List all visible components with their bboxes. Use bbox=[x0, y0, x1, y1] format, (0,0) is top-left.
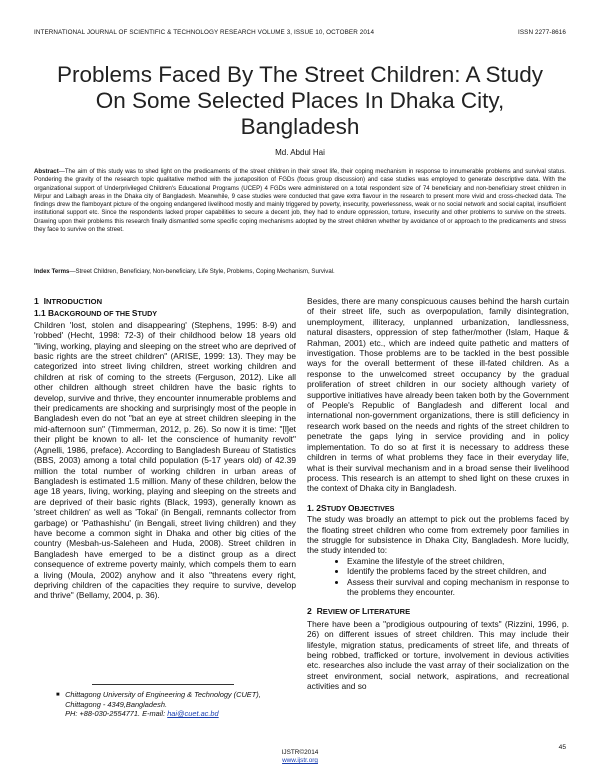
index-terms-text: —Street Children, Beneficiary, Non-beneficiary, Life Style, Problems, Coping Mechanism, Survival. bbox=[69, 268, 335, 275]
paper-title: Problems Faced By The Street Children: A Study On Some Selected Places In Dhaka City, Bangladesh bbox=[56, 62, 544, 139]
index-terms bbox=[34, 268, 566, 276]
journal-info: INTERNATIONAL JOURNAL OF SCIENTIFIC & TECHNOLOGY RESEARCH VOLUME 3, ISSUE 10, OCTOBER 2014 bbox=[34, 29, 375, 36]
abstract-text: —The aim of this study was to shed light on the predicaments of the street children in their street life, their coping mechanism in response to innumerable problems and survival status. Pondering the gravity of the research topic qualitative method with the juxtaposition of FGDs (focus group discussion) and case studies was employed to generate descriptive data. With the organizational support of Underprivileged Children's Educational Programs (UCEP) 4 FGDs were administered on a total respondent size of 74 beneficiary and non-beneficiary street children in Mirpur and Lalbagh areas in the Dhaka city of Bangladesh. Meanwhile, 9 case studies were conducted that gave extra flavour in the research to present more vivid and cross-checked data. The findings drew the flamboyant picture of the ongoing endangered livelihood mostly and mainly triggered by poverty, insecurity, powerlessness, weak or no social network and social capital, insufficient institutional support etc. Since the respondents lacked proper capabilities to secure a decent job, they had to endure oppression, torture, insecurity and other problems to survive on the streets. Drawing upon their problems this research finally dismantled some specific coping mechanisms adopted by the street children whether by avoidance of or approach to the predicaments and stress they face to survive on the street. bbox=[34, 168, 566, 234]
page-footer bbox=[0, 749, 600, 766]
objectives-intro: The study was broadly an attempt to pick out the problems faced by the floating street children who come from extremely poor families in the struggle for subsistence in Dhaka City, Bangladesh. More lucidly, the study intended to: bbox=[307, 514, 569, 556]
bullet-icon: ■ bbox=[56, 692, 60, 698]
page-number: 45 bbox=[558, 744, 566, 751]
journal-website-link[interactable]: www.ijstr.org bbox=[282, 757, 318, 765]
email-link[interactable]: hai@cuet.ac.bd bbox=[167, 709, 219, 719]
author-name: Md. Abdul Hai bbox=[275, 148, 325, 157]
affiliation-institution: Chittagong University of Engineering & Technology (CUET), Chittagong - 4349,Bangladesh. bbox=[65, 690, 261, 709]
author-affiliation bbox=[56, 690, 292, 719]
objective-item: • Examine the lifestyle of the street children, bbox=[347, 556, 569, 566]
left-column bbox=[34, 296, 296, 601]
intro-paragraph-2: Besides, there are many conspicuous causes behind the harsh curtain of their street life, such as overpopulation, family disintegration, unemployment, illiteracy, unplanned urbanization, landlessness, natural disasters, oppression of step father/mother (Islam, Haque & Rahman, 2001) etc., which are indeed quite pathetic and matters of investigation. Those problems are to be tackled in the best possible ways for the overall betterment of these ill-fated children. As a response to the unwelcomed street occupancy by the gradual proliferation of street children in our society although variety of supportive initiatives have already been taken both by the Government of People's Republic of Bangladesh and different local and international non-government organizations, there is still deficiency in research work based on the needs and rights of the street children to penetrate the gaps lying in service providing and in policy implementation. To do so at first it is necessary to address these children in terms of what problems they face in their everyday life, what is their survival mechanism and in a broad sense their livelihood process. This research is an attempt to shed light on these cruxes in the context of Dhaka city in Bangladesh. bbox=[307, 296, 569, 494]
issn: ISSN 2277-8616 bbox=[518, 29, 566, 36]
objective-item: • Assess their survival and coping mechanism in response to the problems they encounter. bbox=[347, 577, 569, 598]
abstract-label: Abstract bbox=[34, 168, 59, 175]
literature-paragraph: There have been a "prodigious outpouring of texts" (Rizzini, 1996, p. 26) on different issues of street children. This may include their lifestyle, migration status, predicaments of street life, and threats of being robbed, trafficked or torture, involvement in devious activities etc. researches also include the vast array of their socialization on the street environment, social network, aspirations, and recreational activities and so bbox=[307, 618, 569, 692]
subsection-1-1-heading: 1.1 BACKGROUND OF THE STUDY bbox=[34, 308, 158, 319]
affiliation-contact: PH: +88-030-2554771. E-mail: bbox=[65, 709, 168, 719]
objective-item: • Identify the problems faced by the street children, and bbox=[347, 566, 569, 576]
running-header bbox=[34, 29, 566, 36]
right-column bbox=[307, 296, 569, 692]
footnote-divider bbox=[92, 684, 234, 685]
intro-paragraph-1: Children 'lost, stolen and disappearing' (Stephens, 1995: 8-9) and 'robbed' (Hecht, 1998: 72-3) of their childhood below 18 years old "living, working, playing and sleeping on the street who are deprived of basic rights are the street children" (ARISE, 1999: 13). They may be categorized into street living children, street working children and children at risk of coming to the streets (Ferguson, 2012). Like all other children although street children have the basic rights to develop, survive and thrive, they encounter innumerable problems and their predicaments are shocking and surprisingly most of the people in Bangladesh even do not "bat an eye at street children sleeping in the mid-afternoon sun" (Timmerman, 2012, p. 26). So now it is time: "[l]et their plight be known to all- let the conscience of humanity revolt" (Agnelli, 1986, preface). According to Bangladesh Bureau of Statistics (BBS, 2003) among a total child population (5-17 years old) of 42.39 million the total number of working children in urban areas of Bangladesh is estimated 1.5 million. Many of these children, below the age 18 years, living, working, playing and sleeping on the streets and are deprived of their basic rights (Black, 1993), generally known as 'street children' as well as 'Tokai' (in Bengali, remnants collector from garbage) or 'Pathashishu' (in Bengali, street living children) and they have become a common sight in Dhaka and other big cities of the country (Mesbah-us-Saleheen and Huda, 2008). Street children in Bangladesh have emerged to be a distinct group as a direct consequence of extreme poverty mainly, which compels them to earn a living (Moula, 2002) anyhow and it also "threatens every right, depriving children of the capacities they require to survive, develop and thrive" (Bellamy, 2004, p. 36). bbox=[34, 319, 296, 601]
subsection-1-2-heading: 1. 2STUDY OBJECTIVES bbox=[307, 502, 395, 513]
section-2-heading: 2 REVIEW OF LITERATURE bbox=[307, 606, 411, 617]
objectives-list bbox=[307, 556, 569, 598]
journal-code: IJSTR©2014 bbox=[281, 749, 319, 756]
abstract bbox=[34, 168, 566, 234]
section-1-heading: 1 INTRODUCTION bbox=[34, 296, 103, 306]
index-terms-label: Index Terms bbox=[34, 268, 70, 275]
